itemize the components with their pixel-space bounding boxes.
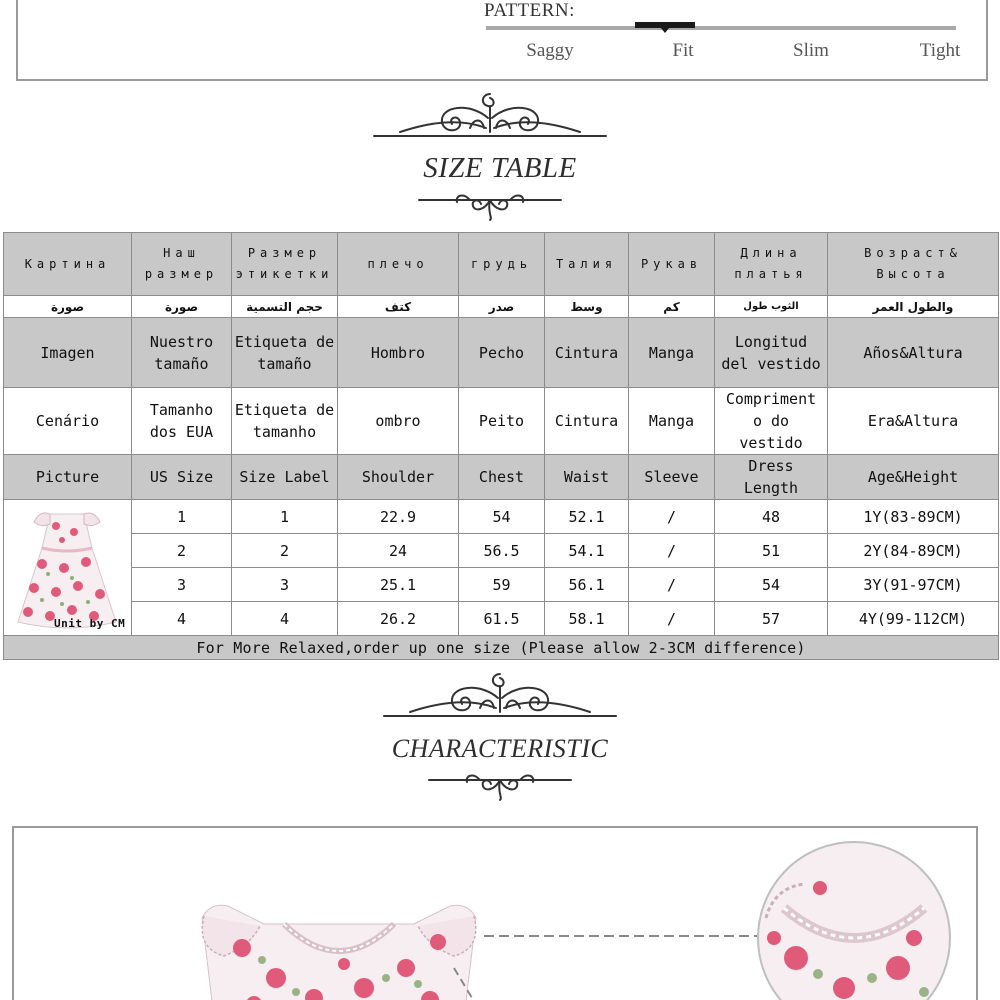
table-cell: 26.2 xyxy=(338,602,459,636)
header-cell: ombro xyxy=(338,388,459,455)
table-cell: 54 xyxy=(715,568,828,602)
table-header-row-arabic xyxy=(4,296,999,318)
header-cell: Sleeve xyxy=(629,455,715,500)
header-cell: Size Label xyxy=(232,455,338,500)
header-cell: كم xyxy=(629,296,715,318)
table-header-row-spanish xyxy=(4,318,999,388)
header-cell: Талия xyxy=(545,233,629,296)
table-header-row-portuguese xyxy=(4,388,999,455)
header-cell: Hombro xyxy=(338,318,459,388)
header-cell: Рукав xyxy=(629,233,715,296)
header-cell: Cintura xyxy=(545,388,629,455)
flourish-ornament-icon xyxy=(415,186,565,222)
table-cell: 59 xyxy=(459,568,545,602)
table-cell: 51 xyxy=(715,534,828,568)
header-cell: Era&Altura xyxy=(828,388,999,455)
table-cell: 54 xyxy=(459,500,545,534)
table-row xyxy=(4,500,999,534)
table-cell: / xyxy=(629,500,715,534)
table-cell: 1 xyxy=(132,500,232,534)
header-cell: Nuestro tamaño xyxy=(132,318,232,388)
dress-photo xyxy=(202,905,476,1000)
header-cell: Возраст& Высота xyxy=(828,233,999,296)
header-cell: Longitud del vestido xyxy=(715,318,828,388)
header-cell: كتف xyxy=(338,296,459,318)
flourish-ornament-icon xyxy=(370,88,610,153)
header-cell: Etiqueta de tamanho xyxy=(232,388,338,455)
pattern-scale-track xyxy=(486,26,956,30)
header-cell: Chest xyxy=(459,455,545,500)
unit-label: Unit by CM xyxy=(54,617,126,630)
table-cell: 56.1 xyxy=(545,568,629,602)
header-cell: صورة xyxy=(4,296,132,318)
table-cell: 25.1 xyxy=(338,568,459,602)
table-cell: 1 xyxy=(232,500,338,534)
table-cell: 54.1 xyxy=(545,534,629,568)
table-cell: / xyxy=(629,534,715,568)
header-cell: والطول العمر xyxy=(828,296,999,318)
header-cell: صورة xyxy=(132,296,232,318)
size-table xyxy=(3,232,999,660)
table-cell: 3 xyxy=(232,568,338,602)
header-cell: وسط xyxy=(545,296,629,318)
header-cell: Картина xyxy=(4,233,132,296)
header-cell: Age&Height xyxy=(828,455,999,500)
header-cell: Manga xyxy=(629,388,715,455)
header-cell: Imagen xyxy=(4,318,132,388)
dress-photo-cell xyxy=(4,500,132,636)
table-cell: 22.9 xyxy=(338,500,459,534)
header-cell: Наш размер xyxy=(132,233,232,296)
header-cell: Размер этикетки xyxy=(232,233,338,296)
flourish-ornament-icon xyxy=(380,668,620,733)
table-cell: 4 xyxy=(132,602,232,636)
pattern-scale-pointer xyxy=(661,28,669,33)
table-cell: 4 xyxy=(232,602,338,636)
flourish-ornament-icon xyxy=(425,766,575,802)
header-cell: Cenário xyxy=(4,388,132,455)
table-cell: 58.1 xyxy=(545,602,629,636)
characteristic-panel xyxy=(12,826,978,1000)
table-cell: 56.5 xyxy=(459,534,545,568)
characteristic-illustration xyxy=(14,828,978,1000)
pattern-option-tight: Tight xyxy=(919,40,961,61)
header-cell: Manga xyxy=(629,318,715,388)
ruffle-collar-closeup-photo xyxy=(758,842,950,1000)
table-header-row-russian xyxy=(4,233,999,296)
table-header-row-english xyxy=(4,455,999,500)
size-table-title: SIZE TABLE xyxy=(423,152,577,184)
table-cell: 3 xyxy=(132,568,232,602)
table-cell: 2 xyxy=(132,534,232,568)
header-cell: Picture xyxy=(4,455,132,500)
header-cell: Shoulder xyxy=(338,455,459,500)
header-cell: Compriment o do vestido xyxy=(715,388,828,455)
table-cell: / xyxy=(629,568,715,602)
pattern-option-saggy: Saggy xyxy=(526,40,574,61)
header-cell: Pecho xyxy=(459,318,545,388)
table-cell: 57 xyxy=(715,602,828,636)
size-note: For More Relaxed,order up one size (Please allow 2-3CM difference) xyxy=(4,636,999,660)
characteristic-title: CHARACTERISTIC xyxy=(391,734,609,763)
header-cell: Tamanho dos EUA xyxy=(132,388,232,455)
table-cell: 61.5 xyxy=(459,602,545,636)
header-cell: грудь xyxy=(459,233,545,296)
table-footer-row xyxy=(4,636,999,660)
table-row xyxy=(4,534,999,568)
pattern-option-fit: Fit xyxy=(672,40,694,61)
header-cell: Peito xyxy=(459,388,545,455)
table-cell: 4Y(99-112CM) xyxy=(828,602,999,636)
pattern-label: PATTERN: xyxy=(484,0,575,21)
table-cell: / xyxy=(629,602,715,636)
header-cell: صدر xyxy=(459,296,545,318)
header-cell: Cintura xyxy=(545,318,629,388)
table-row xyxy=(4,568,999,602)
header-cell: Dress Length xyxy=(715,455,828,500)
header-cell: Años&Altura xyxy=(828,318,999,388)
header-cell: Etiqueta de tamaño xyxy=(232,318,338,388)
header-cell: плечо xyxy=(338,233,459,296)
header-cell: الثوب طول xyxy=(715,296,828,318)
header-cell: Waist xyxy=(545,455,629,500)
table-cell: 48 xyxy=(715,500,828,534)
header-cell: Длина платья xyxy=(715,233,828,296)
pattern-option-slim: Slim xyxy=(793,40,829,61)
table-cell: 52.1 xyxy=(545,500,629,534)
table-cell: 2Y(84-89CM) xyxy=(828,534,999,568)
table-cell: 3Y(91-97CM) xyxy=(828,568,999,602)
table-cell: 1Y(83-89CM) xyxy=(828,500,999,534)
table-cell: 24 xyxy=(338,534,459,568)
header-cell: US Size xyxy=(132,455,232,500)
table-cell: 2 xyxy=(232,534,338,568)
header-cell: حجم التسمية xyxy=(232,296,338,318)
table-row xyxy=(4,602,999,636)
